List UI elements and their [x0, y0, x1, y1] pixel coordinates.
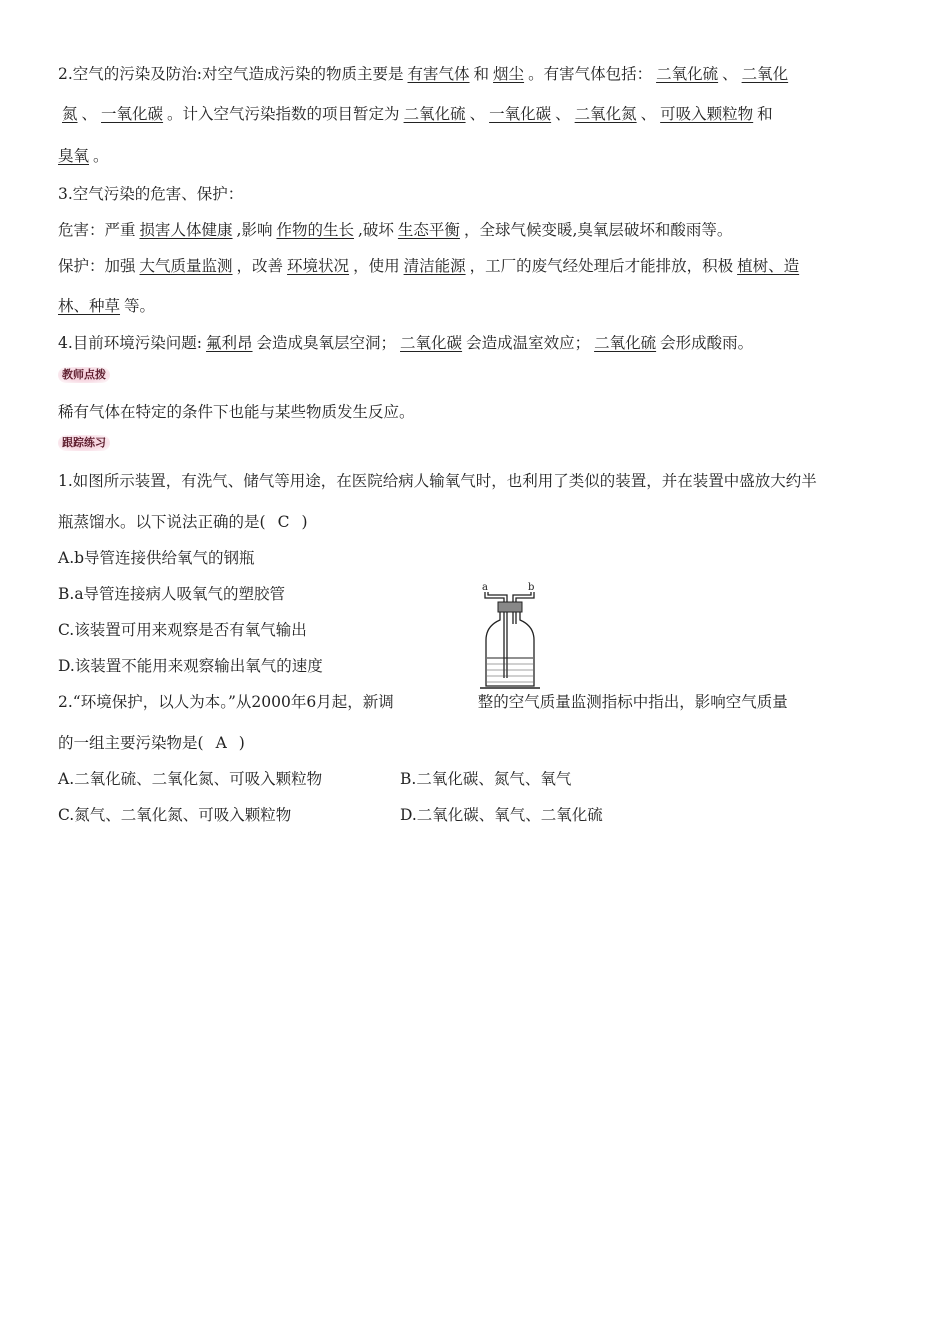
q2-line2 [58, 733, 245, 753]
text: 2.空气的污染及防治:对空气造成污染的物质主要是 [58, 65, 404, 83]
text: 、 [81, 105, 98, 123]
text: 会造成臭氧层空洞； [256, 334, 397, 352]
text: 会造成温室效应； [466, 334, 591, 352]
text: 和 [757, 105, 773, 123]
section4 [58, 333, 753, 353]
answer-blank: 生态平衡 [397, 221, 460, 239]
section3-protect-cont [58, 296, 155, 316]
answer-blank: 二氧化硫 [594, 334, 657, 352]
answer-blank: 烟尘 [493, 65, 525, 83]
text: 、 [640, 105, 657, 123]
q2-option-a: A.二氧化硫、二氧化氮、可吸入颗粒物 [58, 770, 323, 788]
answer-blank: 二氧化碳 [400, 334, 463, 352]
answer-blank: 二氧化 [741, 65, 789, 83]
text: ) [238, 734, 245, 752]
answer-blank: 环境状况 [287, 257, 350, 275]
answer-blank: 清洁能源 [403, 257, 466, 275]
text: 。计入空气污染指数的项目暂定为 [167, 105, 400, 123]
section2-line2 [58, 104, 773, 124]
answer-blank: 氟利昂 [206, 334, 253, 352]
label-a: a [482, 582, 488, 593]
q2-option-b: B.二氧化碳、氮气、氧气 [400, 770, 572, 788]
q2-option-c: C.氮气、二氧化氮、可吸入颗粒物 [58, 806, 292, 824]
text: ，改善 [236, 257, 284, 275]
gas-washing-bottle-icon [476, 580, 544, 692]
text: 等。 [124, 297, 156, 315]
answer-blank: 二氧化硫 [656, 65, 719, 83]
answer-blank: 可吸入颗粒物 [660, 105, 754, 123]
text: 4.目前环境污染问题: [58, 334, 203, 352]
text: ，全球气候变暖,臭氧层破坏和酸雨等。 [463, 221, 733, 239]
q1-answer: C [277, 513, 290, 531]
q2-answer: A [215, 734, 227, 752]
answer-blank: 氮 [62, 105, 78, 123]
section2-line3 [58, 146, 109, 166]
text: ,影响 [236, 221, 273, 239]
answer-blank: 有害气体 [407, 65, 470, 83]
q1-line2 [58, 512, 308, 532]
text: 瓶蒸馏水。以下说法正确的是( [58, 513, 266, 531]
text: 。有害气体包括： [528, 65, 653, 83]
section3-protect [58, 256, 803, 276]
text: 、 [722, 65, 738, 83]
text: 、 [555, 105, 571, 123]
text: 保护：加强 [58, 257, 136, 275]
answer-blank: 损害人体健康 [139, 221, 233, 239]
text: 危害：严重 [58, 221, 136, 239]
answer-blank: 一氧化碳 [101, 105, 164, 123]
answer-blank: 二氧化硫 [403, 105, 466, 123]
q1-line1: 1.如图所示装置，有洗气、储气等用途，在医院给病人输氧气时，也利用了类似的装置，并在装置中盛放大约半 [58, 472, 817, 490]
section2-line1 [58, 64, 792, 84]
q1-option-d: D.该装置不能用来观察输出氧气的速度 [58, 657, 323, 675]
answer-blank: 林、种草 [58, 297, 121, 315]
answer-blank: 作物的生长 [276, 221, 354, 239]
text: ) [301, 513, 308, 531]
text: ，使用 [353, 257, 400, 275]
section3-harm [58, 220, 732, 240]
text: 的一组主要污染物是( [58, 734, 204, 752]
gas-washing-bottle-figure [476, 580, 544, 692]
teacher-tip-text: 稀有气体在特定的条件下也能与某些物质发生反应。 [58, 403, 415, 421]
practice-label: 跟踪练习 [58, 435, 110, 451]
text: 会形成酸雨。 [660, 334, 754, 352]
text: 整的空气质量监测指标中指出，影响空气质量 [477, 693, 788, 711]
q1-option-c: C.该装置可用来观察是否有氧气输出 [58, 621, 307, 639]
q1-option-b: B.a导管连接病人吸氧气的塑胶管 [58, 585, 286, 603]
answer-blank: 一氧化碳 [489, 105, 552, 123]
answer-blank: 大气质量监测 [139, 257, 233, 275]
text: ，工厂的废气经处理后才能排放，积极 [469, 257, 734, 275]
label-b: b [528, 582, 535, 593]
q2-line1 [58, 692, 788, 712]
text: ,破坏 [357, 221, 394, 239]
answer-blank: 二氧化氮 [574, 105, 637, 123]
section3-title: 3.空气污染的危害、保护： [58, 185, 244, 203]
text: 、 [469, 105, 486, 123]
text: 2.“环境保护，以人为本。”从2000年6月起，新调 [58, 693, 394, 711]
q2-option-d: D.二氧化碳、氧气、二氧化硫 [400, 806, 603, 824]
text: 。 [93, 147, 109, 165]
answer-blank: 植树、造 [737, 257, 800, 275]
teacher-tip-label: 教师点拨 [58, 367, 110, 383]
answer-blank: 臭氧 [58, 147, 90, 165]
text: 和 [473, 65, 490, 83]
q1-option-a: A.b导管连接供给氧气的钢瓶 [58, 549, 255, 567]
